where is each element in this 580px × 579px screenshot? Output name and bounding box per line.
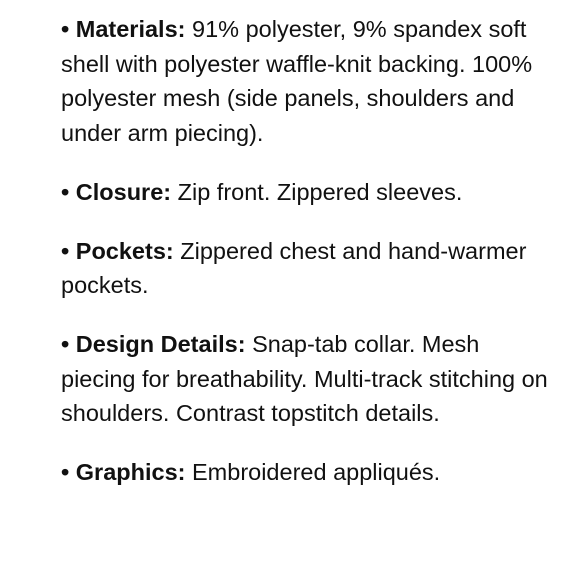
detail-text: Zip front. Zippered sleeves. (177, 178, 463, 205)
detail-item-pockets (61, 234, 551, 303)
detail-label: Materials: (75, 16, 186, 42)
product-details-list (61, 12, 551, 490)
detail-text: Embroidered appliqués. (192, 459, 441, 485)
detail-text: Snap-tab collar. Mesh piecing for breathability. Multi-track stitching on shoulders. Contrast topstitch details. (61, 331, 548, 426)
bullet-icon: • (61, 237, 70, 264)
detail-label: Closure: (75, 178, 172, 205)
detail-label: Design Details: (75, 331, 246, 357)
detail-text: Zippered chest and hand-warmer pockets. (61, 237, 527, 298)
detail-item-graphics (61, 455, 551, 490)
bullet-icon: • (61, 16, 70, 42)
detail-label: Pockets: (75, 237, 174, 264)
bullet-icon: • (61, 178, 70, 205)
detail-item-materials (61, 12, 551, 150)
detail-item-closure (61, 175, 551, 210)
detail-label: Graphics: (75, 459, 186, 485)
bullet-icon: • (61, 331, 70, 357)
detail-text: 91% polyester, 9% spandex soft shell with polyester waffle-knit backing. 100% polyester mesh (side panels, shoulders and under arm piecing). (61, 16, 533, 146)
bullet-icon: • (61, 459, 70, 485)
detail-item-design-details (61, 327, 551, 431)
